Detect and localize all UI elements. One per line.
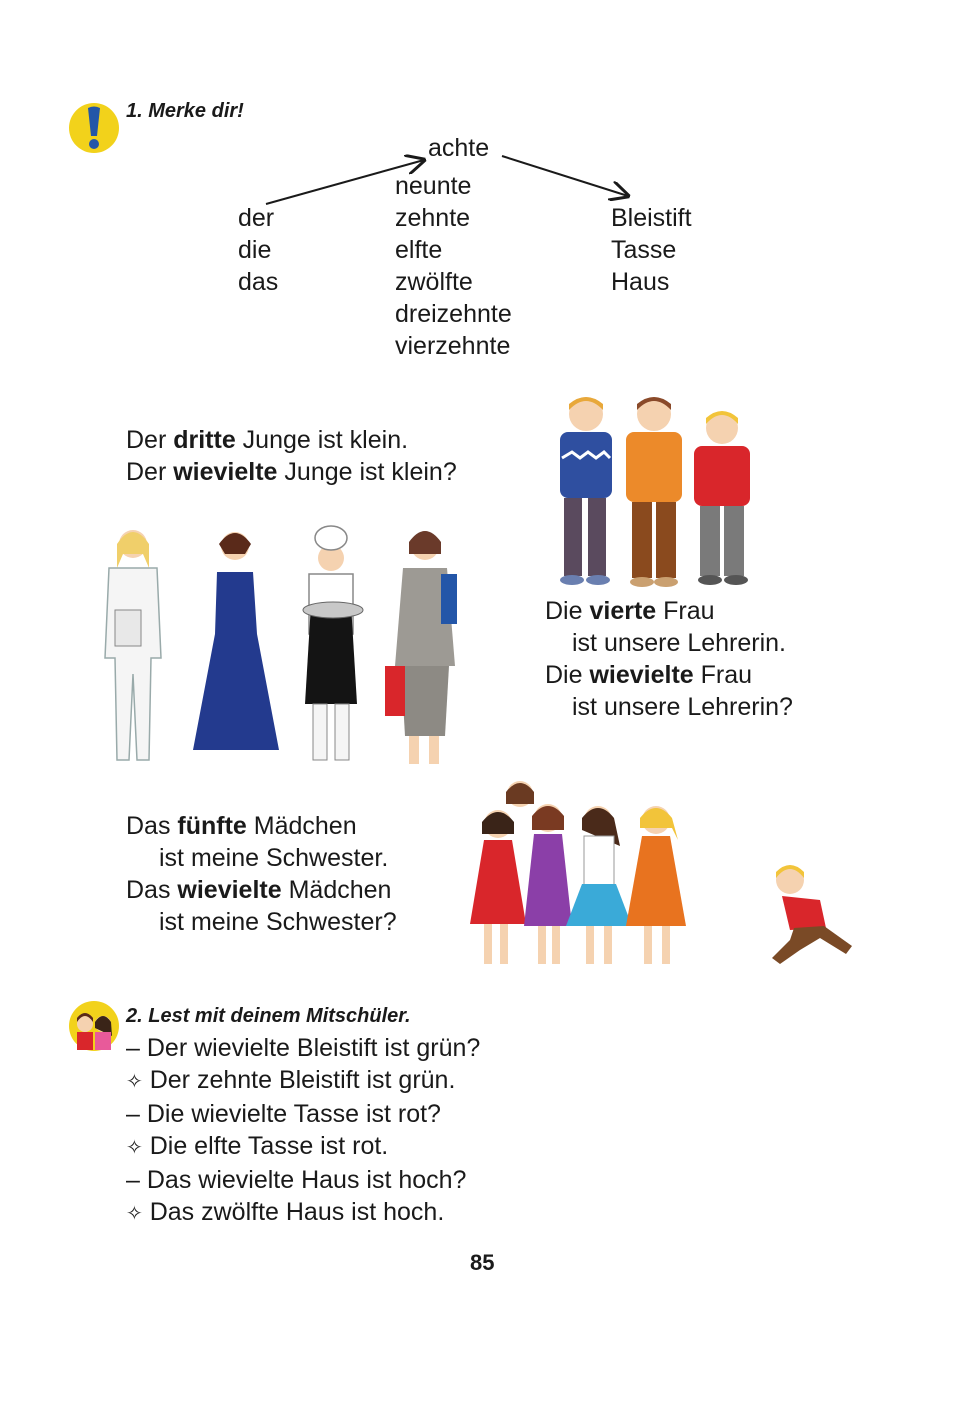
dialog-marker: – — [126, 1034, 140, 1062]
girls-sentence-4: ist meine Schwester? — [159, 908, 397, 936]
page-number: 85 — [470, 1250, 495, 1275]
article: das — [238, 268, 279, 296]
woman-teacher — [385, 531, 457, 764]
four-women-illustration — [95, 524, 475, 774]
girls-sentence-1: Das fünfte Mädchen — [126, 812, 357, 840]
women-sentence-1: Die vierte Frau — [545, 597, 715, 625]
woman-singer — [193, 532, 279, 750]
ordinal: dreizehnte — [395, 300, 512, 328]
boys-sentence-1: Der dritte Junge ist klein. — [126, 426, 409, 454]
pupils-icon — [68, 1000, 120, 1052]
nouns-column — [611, 202, 692, 298]
women-sentence-2: ist unsere Lehrerin. — [572, 629, 787, 657]
girl-back — [506, 781, 534, 807]
ordinal: elfte — [395, 236, 443, 264]
woman-cook — [303, 526, 363, 760]
noun: Bleistift — [611, 204, 692, 232]
dialog-line: ✧ Die elfte Tasse ist rot. — [126, 1132, 389, 1160]
ordinals-column — [395, 170, 512, 362]
dialog-marker: ✧ — [126, 1137, 143, 1159]
dialog-line: ✧ Das zwölfte Haus ist hoch. — [126, 1198, 445, 1226]
ordinal: vierzehnte — [395, 332, 511, 360]
girl-purple — [524, 804, 572, 964]
boy-1 — [560, 397, 612, 585]
girl-orange — [626, 806, 686, 964]
boys-sentence-2: Der wievielte Junge ist klein? — [126, 458, 457, 486]
girls-sentence-2: ist meine Schwester. — [159, 844, 389, 872]
women-sentence-4: ist unsere Lehrerin? — [572, 693, 793, 721]
ordinal: neunte — [395, 172, 472, 200]
boy-2 — [626, 397, 682, 587]
section2-heading: 2. Lest mit deinem Mitschüler. — [126, 1005, 411, 1027]
ordinal: zehnte — [395, 204, 471, 232]
dialog — [126, 1032, 480, 1230]
section1-heading: 1. Merke dir! — [126, 100, 244, 122]
dialog-marker: – — [126, 1100, 140, 1128]
three-boys-illustration — [548, 392, 768, 592]
girl-red — [470, 810, 526, 964]
article: die — [238, 236, 272, 264]
running-boy-illustration — [760, 862, 860, 972]
exclamation-icon — [68, 102, 120, 154]
dialog-line: – Die wievielte Tasse ist rot? — [126, 1100, 441, 1128]
women-sentence-3: Die wievielte Frau — [545, 661, 753, 689]
ordinal-top: achte — [428, 134, 490, 162]
girls-sentence-3: Das wievielte Mädchen — [126, 876, 392, 904]
articles-column — [238, 202, 278, 298]
dialog-line: – Das wievielte Haus ist hoch? — [126, 1166, 467, 1194]
noun: Tasse — [611, 236, 677, 264]
article: der — [238, 204, 275, 232]
dialog-marker: ✧ — [126, 1203, 143, 1225]
woman-doctor — [105, 530, 161, 760]
dialog-line: – Der wievielte Bleistift ist grün? — [126, 1034, 481, 1062]
noun: Haus — [611, 268, 670, 296]
girl-blue — [566, 806, 632, 964]
dialog-line: ✧ Der zehnte Bleistift ist grün. — [126, 1066, 456, 1094]
ordinal: zwölfte — [395, 268, 473, 296]
dialog-marker: ✧ — [126, 1071, 143, 1093]
five-girls-illustration — [460, 776, 710, 976]
boy-3 — [694, 411, 750, 585]
dialog-marker: – — [126, 1166, 140, 1194]
